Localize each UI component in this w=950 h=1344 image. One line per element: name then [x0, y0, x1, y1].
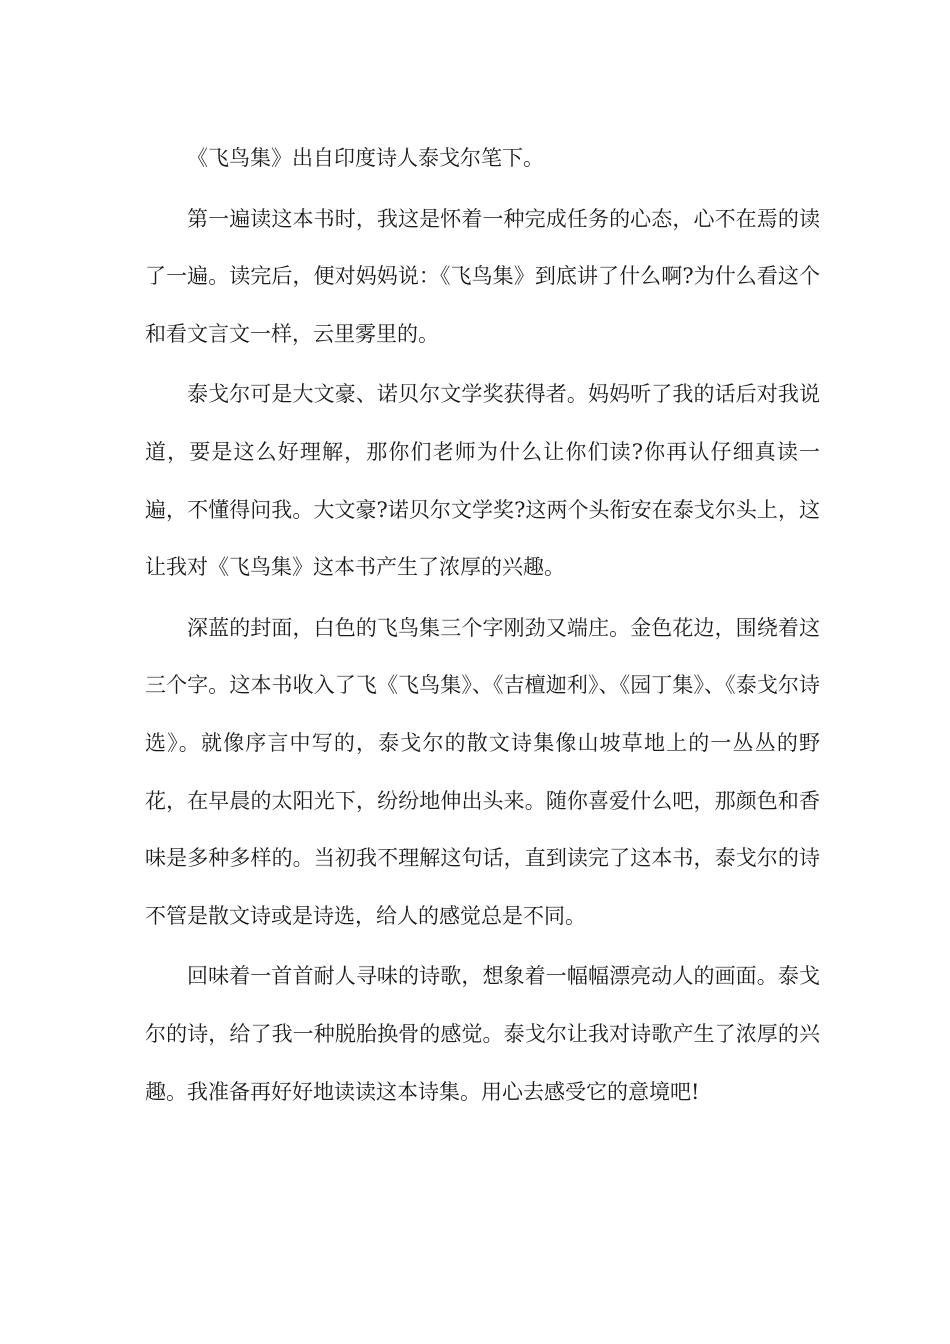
- paragraph-book-description: 深蓝的封面，白色的飞鸟集三个字刚劲又端庄。金色花边，围绕着这三个字。这本书收入了飞《飞鸟集》、《吉檀迦利》、《园丁集》、《泰戈尔诗选》。就像序言中写的，泰戈尔的散文诗集像山坡草地上的一丛丛的野花，在早晨的太阳光下，纷纷地伸出头来。随你喜爱什么吧，那颜色和香味是多种多样的。当初我不理解这句话，直到读完了这本书，泰戈尔的诗不管是散文诗或是诗选，给人的感觉总是不同。: [145, 615, 820, 928]
- essay-body: [145, 130, 820, 1124]
- paragraph-first-reading: 第一遍读这本书时，我这是怀着一种完成任务的心态，心不在焉的读了一遍。读完后，便对妈妈说：《飞鸟集》到底讲了什么啊?为什么看这个和看文言文一样，云里雾里的。: [145, 206, 820, 346]
- paragraph-intro: 《飞鸟集》出自印度诗人泰戈尔笔下。: [187, 146, 544, 170]
- paragraph-mother-advice: 泰戈尔可是大文豪、诺贝尔文学奖获得者。妈妈听了我的话后对我说道，要是这么好理解，那你们老师为什么让你们读?你再认仔细真读一遍，不懂得问我。大文豪?诺贝尔文学奖?这两个头衔安在泰戈尔头上，这让我对《飞鸟集》这本书产生了浓厚的兴趣。: [145, 382, 820, 580]
- paragraph-reflection: 回味着一首首耐人寻味的诗歌，想象着一幅幅漂亮动人的画面。泰戈尔的诗，给了我一种脱胎换骨的感觉。泰戈尔让我对诗歌产生了浓厚的兴趣。我准备再好好地读读这本诗集。用心去感受它的意境吧!: [145, 964, 820, 1104]
